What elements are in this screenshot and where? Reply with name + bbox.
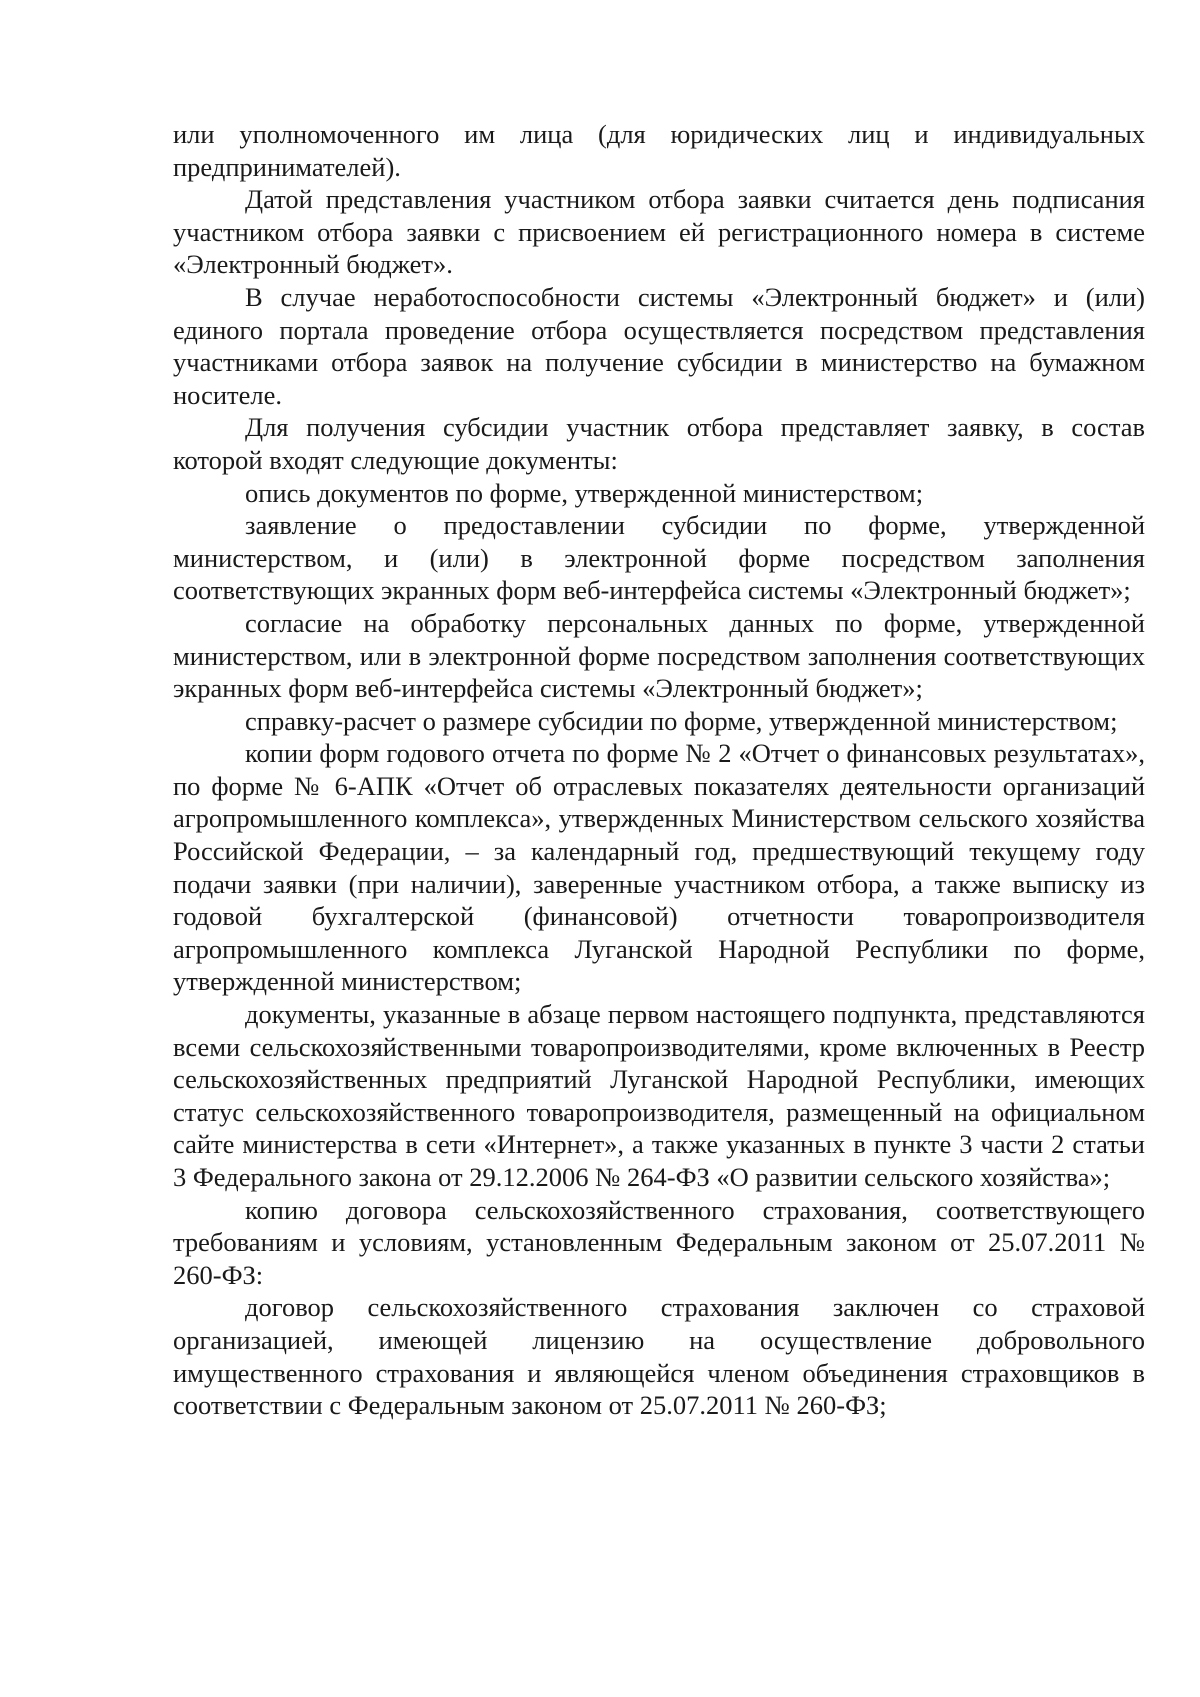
paragraph-submitting-producers: документы, указанные в абзаце первом настоящего подпункта, представляются всеми сельскохозяйственными товаропроизводителями, кроме включенных в Реестр сельскохозяйственных предприятий Луганской Народной Республики, имеющих статус сельскохозяйственного товаропроизводителя, размещенный на официальном сайте министерства в сети «Интернет», а также указанных в пункте 3 части 2 статьи 3 Федерального закона от 29.12.2006 № 264-ФЗ «О развитии сельского хозяйства»;	[173, 999, 1145, 1192]
list-item-document-inventory: опись документов по форме, утвержденной министерством;	[245, 477, 924, 508]
paragraph-submission-date: Датой представления участником отбора заявки считается день подписания участником отбора заявки с присвоением ей регистрационного номера в системе «Электронный бюджет».	[173, 184, 1145, 280]
list-item-calculation-certificate: справку-расчет о размере субсидии по форме, утвержденной министерством;	[245, 705, 1118, 736]
paragraph-system-failure: В случае неработоспособности системы «Электронный бюджет» и (или) единого портала проведение отбора осуществляется посредством представления участниками отбора заявок на получение субсидии в министерство на бумажном носителе.	[173, 281, 1145, 410]
list-item-personal-data-consent: согласие на обработку персональных данных по форме, утвержденной министерством, или в электронной форме посредством заполнения соответствующих экранных форм веб-интерфейса системы «Электронный бюджет»;	[173, 607, 1145, 704]
list-item-insurance-contract-copy: копию договора сельскохозяйственного страхования, соответствующего требованиям и условиям, установленным Федеральным законом от 25.07.2011 № 260-ФЗ:	[173, 1194, 1145, 1290]
document-body	[173, 118, 1145, 1422]
paragraph-insurance-requirements: договор сельскохозяйственного страхования заключен со страховой организацией, имеющей лицензию на осуществление добровольного имущественного страхования и являющейся членом объединения страховщиков в соответствии с Федеральным законом от 25.07.2011 № 260-ФЗ;	[173, 1292, 1145, 1421]
list-item-annual-report-copies: копии форм годового отчета по форме № 2 «Отчет о финансовых результатах», по форме № 6-АПК «Отчет об отраслевых показателях деятельности организаций агропромышленного комплекса», утвержденных Министерством сельского хозяйства Российской Федерации, – за календарный год, предшествующий текущему году подачи заявки (при наличии), заверенные участником отбора, а также выписку из годовой бухгалтерской (финансовой) отчетности товаропроизводителя агропромышленного комплекса Луганской Народной Республики по форме, утвержденной министерством;	[173, 738, 1145, 997]
list-item-subsidy-application: заявление о предоставлении субсидии по форме, утвержденной министерством, и (или) в электронной форме посредством заполнения соответствующих экранных форм веб-интерфейса системы «Электронный бюджет»;	[173, 510, 1145, 606]
paragraph-continuation: или уполномоченного им лица (для юридических лиц и индивидуальных предпринимателей).	[173, 119, 1145, 182]
paragraph-application-composition: Для получения субсидии участник отбора представляет заявку, в состав которой входят следующие документы:	[173, 412, 1145, 475]
